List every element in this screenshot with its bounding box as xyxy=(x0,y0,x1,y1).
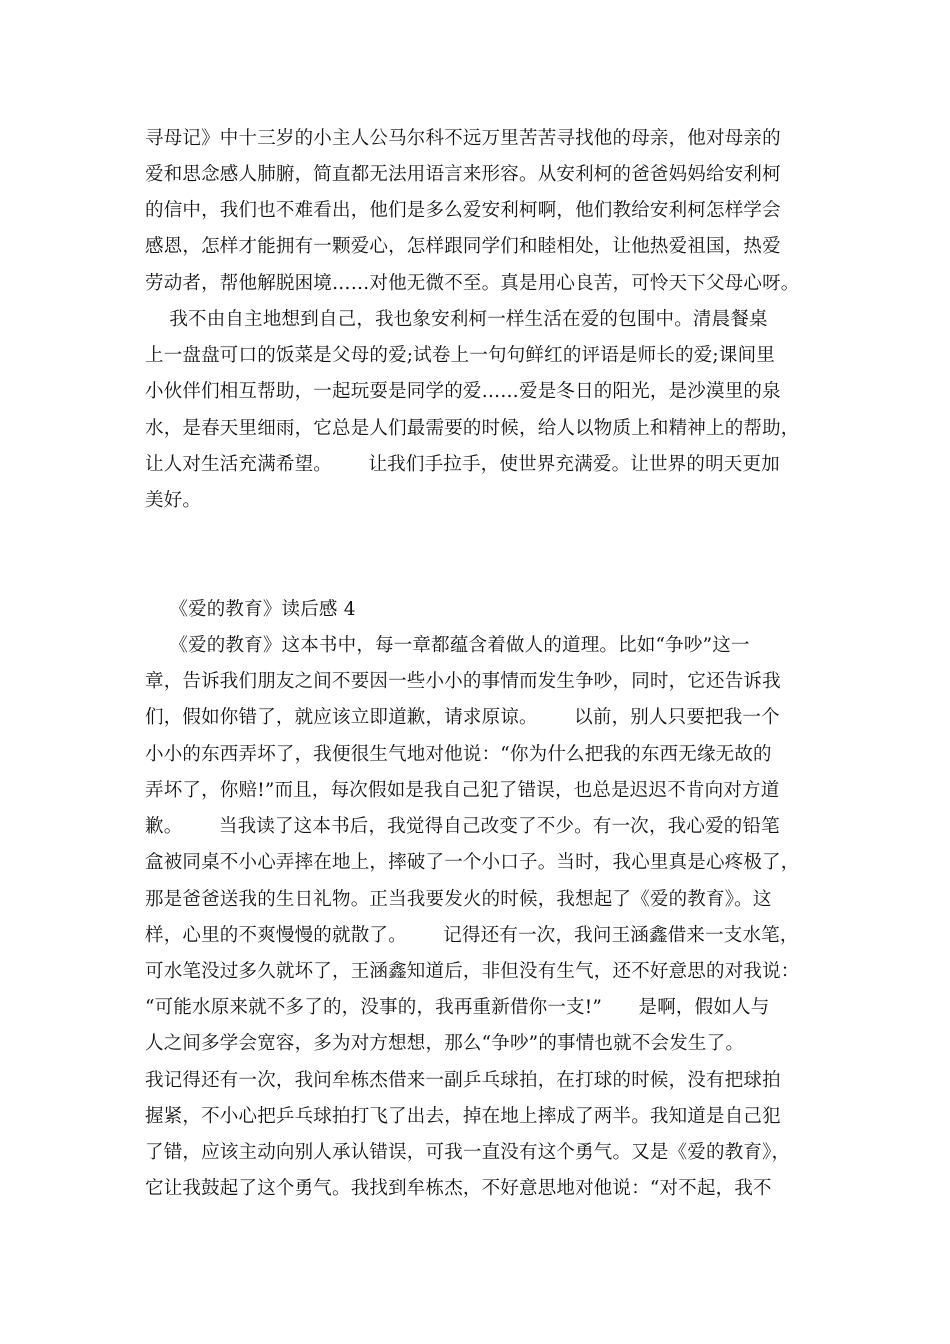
text-line: 感恩，怎样才能拥有一颗爱心，怎样跟同学们和睦相处，让他热爱祖国，热爱 xyxy=(145,236,781,257)
text-line: 小伙伴们相互帮助，一起玩耍是同学的爱……爱是冬日的阳光，是沙漠里的泉 xyxy=(145,381,781,402)
text-line: 《爱的教育》这本书中，每一章都蕴含着做人的道理。比如“争吵”这一 xyxy=(145,635,750,656)
text-line: 爱和思念感人肺腑，简直都无法用语言来形容。从安利柯的爸爸妈妈给安利柯 xyxy=(145,164,781,185)
text-line: 小小的东西弄坏了，我便很生气地对他说：“你为什么把我的东西无缘无故的 xyxy=(145,744,772,765)
text-line: 我不由自主地想到自己，我也象安利柯一样生活在爱的包围中。清晨餐桌 xyxy=(145,309,768,330)
text-line: 美好。 xyxy=(145,490,202,511)
text-line: 盒被同桌不小心弄摔在地上，摔破了一个小口子。当时，我心里真是心疼极了， xyxy=(145,852,800,873)
text-line: 劳动者，帮他解脱困境……对他无微不至。真是用心良苦，可怜天下父母心呀。 xyxy=(145,273,800,294)
text-line: 那是爸爸送我的生日礼物。正当我要发火的时候，我想起了《爱的教育》。这 xyxy=(145,889,772,910)
text-line: 上一盘盘可口的饭菜是父母的爱;试卷上一句句鲜红的评语是师长的爱;课间里 xyxy=(145,345,775,366)
text-line: 样，心里的不爽慢慢的就散了。 记得还有一次，我问王涵鑫借来一支水笔， xyxy=(145,925,799,946)
text-line: 水，是春天里细雨，它总是人们最需要的时候，给人以物质上和精神上的帮助， xyxy=(145,418,800,439)
text-line: 让人对生活充满希望。 让我们手拉手，使世界充满爱。让世界的明天更加 xyxy=(145,454,780,475)
text-line: 们，假如你错了，就应该立即道歉，请求原谅。 以前，别人只要把我一个 xyxy=(145,707,780,728)
text-line: 的信中，我们也不难看出，他们是多么爱安利柯啊，他们教给安利柯怎样学会 xyxy=(145,200,781,221)
text-line: 它让我鼓起了这个勇气。我找到牟栋杰，不好意思地对他说：“对不起，我不 xyxy=(145,1178,772,1199)
text-line: 章，告诉我们朋友之间不要因一些小小的事情而发生争吵，同时，它还告诉我 xyxy=(145,671,781,692)
text-line: 握紧，不小心把乒乓球拍打飞了出去，掉在地上摔成了两半。我知道是自己犯 xyxy=(145,1106,781,1127)
text-line: 可水笔没过多久就坏了，王涵鑫知道后，非但没有生气，还不好意思的对我说： xyxy=(145,961,800,982)
text-line: 寻母记》中十三岁的小主人公马尔科不远万里苦苦寻找他的母亲，他对母亲的 xyxy=(145,128,781,149)
text-line: 弄坏了，你赔!”而且，每次假如是我自己犯了错误，也总是迟迟不肯向对方道 xyxy=(145,780,780,801)
text-line: 了错，应该主动向别人承认错误，可我一直没有这个勇气。又是《爱的教育》， xyxy=(145,1142,791,1163)
section-heading: 《爱的教育》读后感 4 xyxy=(145,599,356,620)
text-line: “可能水原来就不多了的，没事的，我再重新借你一支!” 是啊，假如人与 xyxy=(145,997,770,1018)
text-line: 我记得还有一次，我问牟栋杰借来一副乒乓球拍，在打球的时候，没有把球拍 xyxy=(145,1070,781,1091)
text-line: 人之间多学会宽容，多为对方想想，那么“争吵”的事情也就不会发生了。 xyxy=(145,1033,745,1054)
text-line: 歉。 当我读了这本书后，我觉得自己改变了不少。有一次，我心爱的铅笔 xyxy=(145,816,780,837)
